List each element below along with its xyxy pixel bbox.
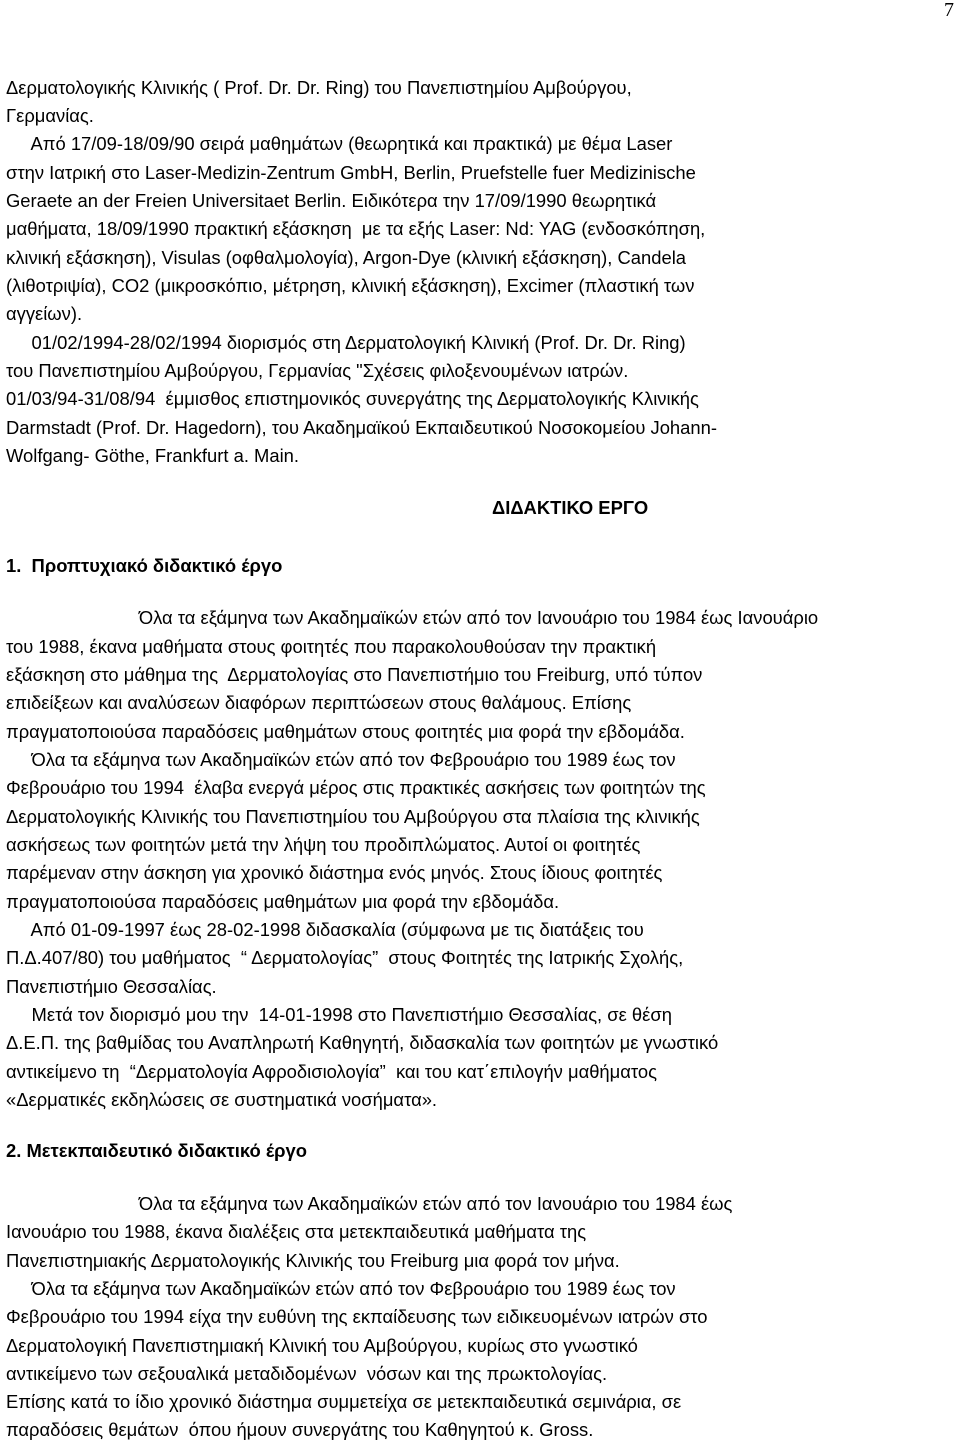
text-line: Πανεπιστήμιο Θεσσαλίας.	[6, 976, 217, 997]
section2-heading: 2. Μετεκπαιδευτικό διδακτικό έργο	[6, 1140, 307, 1161]
text-line: Δερματολογική Πανεπιστημιακή Κλινική του Αμβούργου, κυρίως στο γνωστικό	[6, 1335, 638, 1356]
main-heading: ΔΙΔΑΚΤΙΚΟ ΕΡΓΟ	[492, 497, 649, 518]
text-line: Ιανουάριο του 1988, έκανα διαλέξεις στα μετεκπαιδευτικά μαθήματα της	[6, 1221, 587, 1242]
text-line: 01/03/94-31/08/94 έμμισθος επιστημονικός συνεργάτης της Δερματολογικής Κλινικής	[6, 388, 699, 409]
text-line: παρέμεναν στην άσκηση για χρονικό διάστημα ενός μηνός. Στους ίδιους φοιτητές	[6, 862, 663, 883]
text-line: 01/02/1994-28/02/1994 διορισμός στη Δερματολογική Κλινική (Prof. Dr. Dr. Ring)	[6, 332, 686, 353]
text-line: στην Ιατρική στο Laser-Medizin-Zentrum GmbH, Berlin, Pruefstelle fuer Medizinische	[6, 162, 696, 183]
text-line: του Πανεπιστημίου Αμβούργου, Γερμανίας "Σχέσεις φιλοξενουμένων ιατρών.	[6, 360, 629, 381]
text-line: αντικείμενο τη “Δερματολογία Αφροδισιολογία” και του κατ΄επιλογήν μαθήματος	[6, 1061, 657, 1082]
text-line: Δ.Ε.Π. της βαθμίδας του Αναπληρωτή Καθηγητή, διδασκαλία των φοιτητών με γνωστικό	[6, 1032, 719, 1053]
text-line: (λιθοτριψία), CO2 (μικροσκόπιο, μέτρηση, κλινική εξάσκηση), Excimer (πλαστική των	[6, 275, 695, 296]
text-line: κλινική εξάσκηση), Visulas (οφθαλμολογία), Argon-Dye (κλινική εξάσκηση), Candela	[6, 247, 687, 268]
text-line: Όλα τα εξάμηνα των Ακαδημαϊκών ετών από τον Φεβρουάριο του 1989 έως τον	[6, 1278, 676, 1299]
text-line: Δερματολογικής Κλινικής ( Prof. Dr. Dr. Ring) του Πανεπιστημίου Αμβούργου,	[6, 77, 632, 98]
text-line: πραγματοποιούσα παραδόσεις μαθημάτων μια φορά την εβδομάδα.	[6, 891, 560, 912]
text-line: μαθήματα, 18/09/1990 πρακτική εξάσκηση με τα εξής Laser: Nd: YAG (ενδοσκόπηση,	[6, 218, 706, 239]
text-line: Όλα τα εξάμηνα των Ακαδημαϊκών ετών από τον Ιανουάριο του 1984 έως Ιανουάριο	[6, 607, 819, 628]
text-line: επιδείξεων και αναλύσεων διαφόρων περιπτώσεων στους θαλάμους. Επίσης	[6, 692, 632, 713]
text-line: ασκήσεως των φοιτητών μετά την λήψη του προδιπλώματος. Αυτοί οι φοιτητές	[6, 834, 641, 855]
text-line: Πανεπιστημιακής Δερματολογικής Κλινικής του Freiburg μια φορά τον μήνα.	[6, 1250, 620, 1271]
text-line: Μετά τον διορισμό μου την 14-01-1998 στο Πανεπιστήμιο Θεσσαλίας, σε θέση	[6, 1004, 672, 1025]
text-line: αντικείμενο των σεξουαλικά μεταδιδομένων νόσων και της πρωκτολογίας.	[6, 1363, 608, 1384]
page-number: 7	[944, 0, 954, 21]
text-line: Γερμανίας.	[6, 105, 94, 126]
text-line: παραδόσεις θεμάτων όπου ήμουν συνεργάτης του Καθηγητού κ. Gross.	[6, 1419, 594, 1440]
text-line: Darmstadt (Prof. Dr. Hagedorn), του Ακαδημαϊκού Εκπαιδευτικού Νοσοκομείου Johann-	[6, 417, 717, 438]
text-line: Δερματολογικής Κλινικής του Πανεπιστημίου του Αμβούργου στα πλαίσια της κλινικής	[6, 806, 700, 827]
text-line: Όλα τα εξάμηνα των Ακαδημαϊκών ετών από τον Ιανουάριο του 1984 έως	[6, 1193, 733, 1214]
text-line: Επίσης κατά το ίδιο χρονικό διάστημα συμμετείχα σε μετεκπαιδευτικά σεμινάρια, σε	[6, 1391, 682, 1412]
section1-heading: 1. Προπτυχιακό διδακτικό έργο	[6, 555, 283, 576]
text-line: Geraete an der Freien Universitaet Berlin. Ειδικότερα την 17/09/1990 θεωρητικά	[6, 190, 657, 211]
text-line: Φεβρουάριο του 1994 έλαβα ενεργά μέρος στις πρακτικές ασκήσεις των φοιτητών της	[6, 777, 706, 798]
text-line: «Δερματικές εκδηλώσεις σε συστηματικά νοσήματα».	[6, 1089, 438, 1110]
text-line: εξάσκηση στο μάθημα της Δερματολογίας στο Πανεπιστήμιο του Freiburg, υπό τύπον	[6, 664, 703, 685]
text-line: Wolfgang- Göthe, Frankfurt a. Main.	[6, 445, 300, 466]
text-line: Φεβρουάριο του 1994 είχα την ευθύνη της εκπαίδευσης των ειδικευομένων ιατρών στο	[6, 1306, 708, 1327]
text-line: Από 01-09-1997 έως 28-02-1998 διδασκαλία (σύμφωνα με τις διατάξεις του	[6, 919, 644, 940]
text-line: αγγείων).	[6, 303, 83, 324]
text-line: Όλα τα εξάμηνα των Ακαδημαϊκών ετών από τον Φεβρουάριο του 1989 έως τον	[6, 749, 676, 770]
text-line: Π.Δ.407/80) του μαθήματος “ Δερματολογίας” στους Φοιτητές της Ιατρικής Σχολής,	[6, 947, 684, 968]
text-line: πραγματοποιούσα παραδόσεις μαθημάτων στους φοιτητές μια φορά την εβδομάδα.	[6, 721, 685, 742]
text-line: Από 17/09-18/09/90 σειρά μαθημάτων (θεωρητικά και πρακτικά) με θέμα Laser	[6, 133, 673, 154]
text-line: του 1988, έκανα μαθήματα στους φοιτητές που παρακολουθούσαν την πρακτική	[6, 636, 657, 657]
